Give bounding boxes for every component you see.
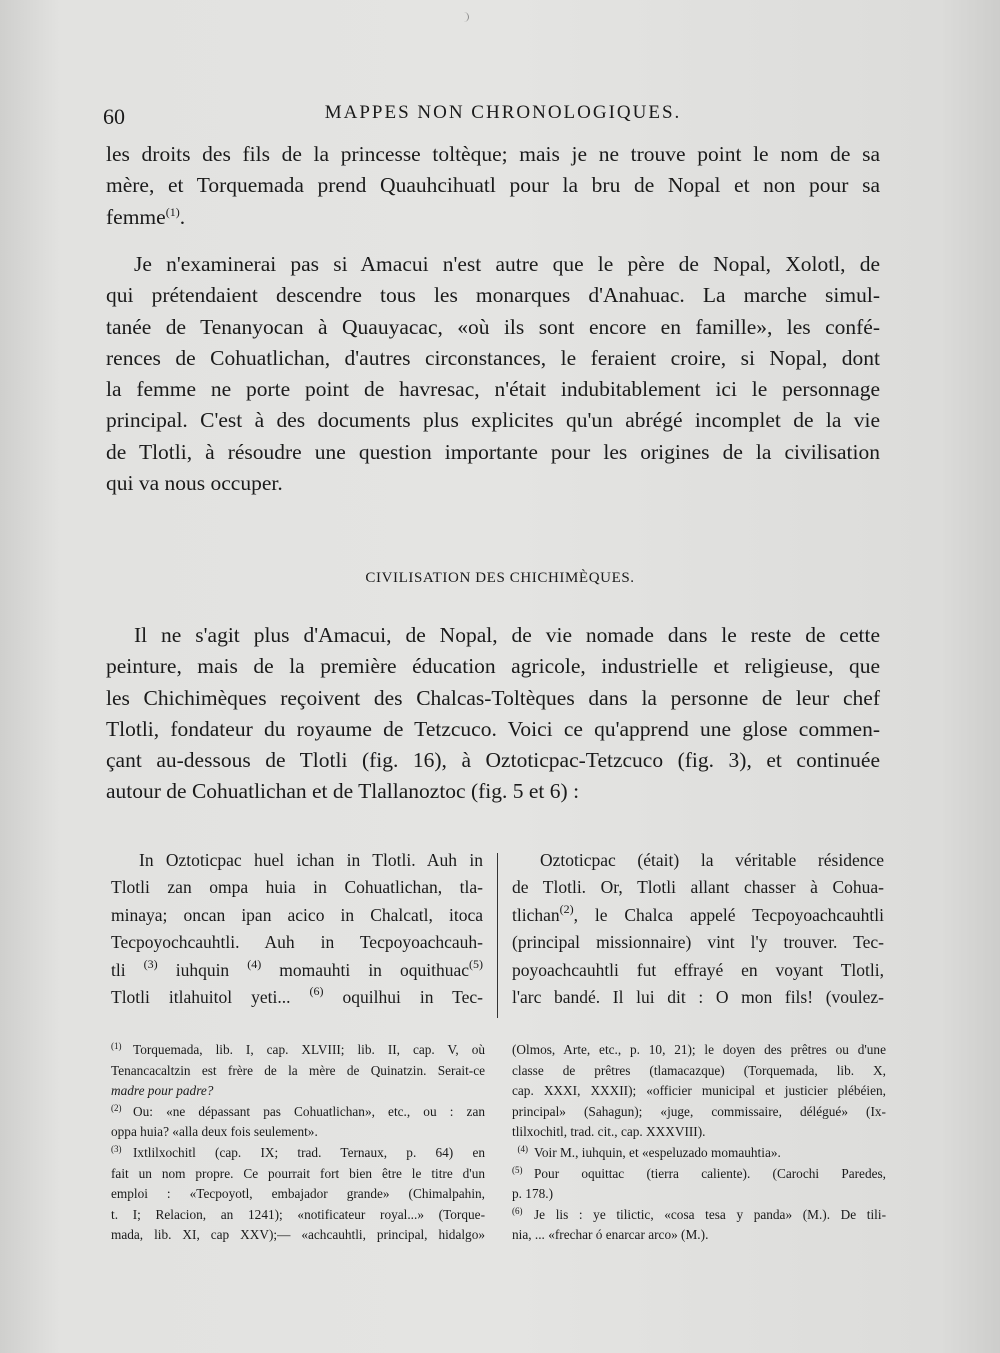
footnote-line: emploi : «Tecpoyotl, embajador grande» (Chimalpahin, xyxy=(111,1186,485,1202)
paragraph-1 xyxy=(106,139,880,233)
footnote-line: $^{(3)}$ Ixtlilxochitl (cap. IX; trad. Ternaux, p. 64) en xyxy=(111,1143,485,1160)
text-line: Tlotli itlahuitol yeti... $^{(6)}$ oquilhui in Tec- xyxy=(111,983,484,1007)
text-line: Je n'examinerai pas si Amacui n'est autre que le père de Nopal, Xolotl, de xyxy=(134,252,880,276)
text-line: minaya; oncan ipan acico in Chalcatl, itoca xyxy=(111,904,483,925)
footnote-line: $^{(6)}$ Je lis : ye tilictic, «cosa tesa y panda» (M.). De tili- xyxy=(512,1205,886,1222)
footnote-line: madre pour padre? xyxy=(111,1083,214,1099)
text-line: tli $^{(3)}$ iuhquin $^{(4)}$ momauhti in oquithuac$^{(5)}$ xyxy=(111,956,484,980)
text-line: la femme ne porte point de havresac, n'était indubitablement ici le personnage xyxy=(106,377,880,402)
paragraph-3 xyxy=(106,620,880,808)
text-line: tlichan$^{(2)}$, le Chalca appelé Tecpoyoachcauhtli xyxy=(512,901,884,925)
footnote-line: oppa huia? «alla deux fois seulement». xyxy=(111,1124,318,1140)
footnote-line: $^{(4)}$ Voir M., iuhquin, et «espeluzado momauhtia». xyxy=(517,1143,781,1160)
text-line: qui va nous occuper. xyxy=(106,471,283,496)
page-number: 60 xyxy=(103,104,125,129)
running-title: MAPPES NON CHRONOLOGIQUES. xyxy=(324,102,682,123)
paragraph-2 xyxy=(106,249,880,499)
footnote-ref: (5) xyxy=(469,956,484,971)
footnote-line: p. 178.) xyxy=(512,1186,553,1202)
column-divider xyxy=(497,853,498,1018)
text-line: mère, et Torquemada prend Quauhcihuatl pour la bru de Nopal et non pour sa xyxy=(106,173,880,198)
footnotes-left xyxy=(111,1040,485,1246)
footnote-line: nia, ... «frechar ó enarcar arco» (M.). xyxy=(512,1227,709,1243)
footnote-line: tlilxochitl, trad. cit., cap. XXXVIII). xyxy=(512,1124,706,1140)
footnote-ref: (1) xyxy=(165,204,180,219)
text-line: peinture, mais de la première éducation agricole, industrielle et religieuse, que xyxy=(106,654,880,679)
text-line: tanée de Tenanyocan à Quauyacac, «où ils sont encore en famille», les confé- xyxy=(106,314,880,339)
footnote-ref: (2) xyxy=(559,901,574,916)
text-line: l'arc bandé. Il lui dit : O mon fils! (voulez- xyxy=(512,986,884,1007)
text-line: Il ne s'agit plus d'Amacui, de Nopal, de vie nomade dans le reste de cette xyxy=(134,623,880,647)
french-column xyxy=(512,847,884,1011)
text-line: rences de Cohuatlichan, d'autres circonstances, le feraient croire, si Nopal, dont xyxy=(106,345,880,370)
text-line: (principal missionnaire) vint l'y trouver. Tec- xyxy=(512,932,884,953)
text-line: principal. C'est à des documents plus explicites qu'un abrégé incomplet de la vie xyxy=(106,408,880,433)
text-line: poyoachcauhtli fut effrayé en voyant Tlotli, xyxy=(512,959,884,980)
text-line: Tlotli zan ompa huia in Cohuatlichan, tla- xyxy=(111,877,483,898)
footnote-line: $^{(5)}$ Pour oquittac (tierra caliente). (Carochi Paredes, xyxy=(512,1164,886,1181)
page-header xyxy=(103,96,903,136)
footnote-ref: (6) xyxy=(309,983,324,998)
nahuatl-column xyxy=(111,847,483,1011)
text-line: les droits des fils de la princesse toltèque; mais je ne trouve point le nom de sa xyxy=(106,142,880,166)
text-line: de Tlotli. Or, Tlotli allant chasser à Cohua- xyxy=(512,877,884,898)
footnote-line: (Olmos, Arte, etc., p. 10, 21); le doyen des prêtres ou d'une xyxy=(512,1042,886,1057)
footnote-line: Tenancacaltzin est frère de la mère de Quinatzin. Serait-ce xyxy=(111,1062,485,1078)
footnote-line: t. I; Relacion, an 1241); «notificateur royal...» (Torque- xyxy=(111,1206,485,1222)
footnote-ref: (3) xyxy=(143,956,158,971)
footnote-line: mada, lib. XI, cap XXV);— «achcauhtli, principal, hidalgo» xyxy=(111,1227,485,1243)
footnotes-right xyxy=(512,1040,886,1246)
footnote-line: cap. XXXI, XXXII); «officier municipal et justicier plébéien, xyxy=(512,1083,886,1099)
text-line: qui prétendaient descendre tous les monarques d'Anahuac. La marche simul- xyxy=(106,283,880,308)
footnote-line: $^{(1)}$ Torquemada, lib. I, cap. XLVIII; lib. II, cap. V, où xyxy=(111,1041,485,1057)
text-line: les Chichimèques reçoivent des Chalcas-Toltèques dans la personne de leur chef xyxy=(106,685,880,710)
text-line: In Oztoticpac huel ichan in Tlotli. Auh in xyxy=(139,850,483,870)
text-line: çant au-dessous de Tlotli (fig. 16), à Oztoticpac-Tetzcuco (fig. 3), et continuée xyxy=(106,748,880,773)
text-line: femme$^{(1)}$. xyxy=(106,204,186,229)
margin-mark xyxy=(462,12,469,22)
section-title: CIVILISATION DES CHICHIMÈQUES. xyxy=(365,570,635,586)
text-line: Tecpoyochcauhtli. Auh in Tecpoyoachcauh- xyxy=(111,932,483,953)
footnote-line: principal» (Sahagun); «juge, commissaire, délégué» (Ix- xyxy=(512,1103,886,1119)
footnote-line: fait un nom propre. Ce pourrait fort bien être le titre d'un xyxy=(111,1165,485,1181)
footnote-line: $^{(2)}$ Ou: «ne dépassant pas Cohuatlichan», etc., ou : zan xyxy=(111,1102,485,1119)
text-line: de Tlotli, à résoudre une question importante pour les origines de la civilisation xyxy=(106,439,880,464)
footnote-ref: (4) xyxy=(247,956,262,971)
footnote-line: classe de prêtres (tlamacazque) (Torquemada, lib. X, xyxy=(512,1062,886,1078)
text-line: Oztoticpac (était) la véritable résidence xyxy=(540,850,884,870)
text-line: Tlotli, fondateur du royaume de Tetzcuco. Voici ce qu'apprend une glose commen- xyxy=(106,716,880,741)
text-line: autour de Cohuatlichan et de Tlallanoztoc (fig. 5 et 6) : xyxy=(106,779,580,804)
